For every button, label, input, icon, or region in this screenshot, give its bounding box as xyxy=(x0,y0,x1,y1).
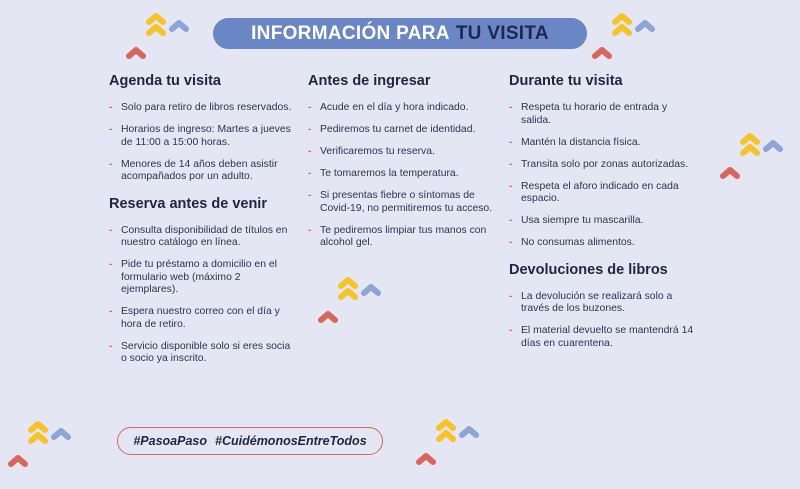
section-heading-devoluciones: Devoluciones de libros xyxy=(509,261,668,278)
list-agenda xyxy=(109,102,294,184)
list-durante xyxy=(509,102,699,250)
list-item: - Espera nuestro correo con el día y hora de retiro. xyxy=(109,306,294,331)
list-item: - Acude en el día y hora indicado. xyxy=(308,102,498,115)
list-devoluciones xyxy=(509,291,699,351)
section-heading-antes: Antes de ingresar xyxy=(308,73,431,89)
list-item: - La devolución se realizará solo a través de los buzones. xyxy=(509,291,699,316)
list-item: - Si presentas fiebre o síntomas de Covid-19, no permitiremos tu acceso. xyxy=(308,190,498,215)
section-heading-durante: Durante tu visita xyxy=(509,73,623,89)
list-item: - Servicio disponible solo si eres socia o socio ya inscrito. xyxy=(109,341,294,366)
chevron-cluster-icon xyxy=(412,418,484,468)
column-antes xyxy=(308,72,498,259)
column-durante xyxy=(509,72,699,360)
title-light: INFORMACIÓN PARA xyxy=(251,22,450,44)
column-agenda xyxy=(109,72,294,375)
list-item: - Usa siempre tu mascarilla. xyxy=(509,215,699,228)
list-item: - Horarios de ingreso: Martes a jueves de 11:00 a 15:00 horas. xyxy=(109,124,294,149)
hashtag-cuidemonos: #CuidémonosEntreTodos xyxy=(215,434,367,448)
chevron-cluster-icon xyxy=(314,276,386,326)
hashtag-pill xyxy=(117,427,383,455)
list-item: - Respeta tu horario de entrada y salida. xyxy=(509,102,699,127)
chevron-cluster-icon xyxy=(4,420,76,470)
chevron-cluster-icon xyxy=(590,12,662,62)
hashtag-paso-a-paso: #PasoaPaso xyxy=(133,434,208,448)
list-item: - Verificaremos tu reserva. xyxy=(308,146,498,159)
list-item: - Transita solo por zonas autorizadas. xyxy=(509,159,699,172)
list-item: - Solo para retiro de libros reservados. xyxy=(109,102,294,115)
list-item: - Menores de 14 años deben asistir acompañados por un adulto. xyxy=(109,159,294,184)
list-item: - Mantén la distancia física. xyxy=(509,137,699,150)
list-item: - No consumas alimentos. xyxy=(509,237,699,250)
chevron-cluster-icon xyxy=(124,12,196,62)
section-heading-agenda: Agenda tu visita xyxy=(109,73,221,89)
list-item: - Respeta el aforo indicado en cada espacio. xyxy=(509,181,699,206)
list-item: - Pediremos tu carnet de identidad. xyxy=(308,124,498,137)
list-item: - Consulta disponibilidad de títulos en nuestro catálogo en línea. xyxy=(109,225,294,250)
chevron-cluster-icon xyxy=(716,132,788,182)
page-title-banner xyxy=(213,18,587,49)
title-strong: TU VISITA xyxy=(455,22,549,44)
list-item: - Pide tu préstamo a domicilio en el formulario web (máximo 2 ejemplares). xyxy=(109,259,294,297)
section-heading-reserva: Reserva antes de venir xyxy=(109,195,267,212)
list-item: - Te tomaremos la temperatura. xyxy=(308,168,498,181)
list-antes xyxy=(308,102,498,250)
list-reserva xyxy=(109,225,294,366)
list-item: - Te pediremos limpiar tus manos con alcohol gel. xyxy=(308,225,498,250)
list-item: - El material devuelto se mantendrá 14 días en cuarentena. xyxy=(509,325,699,350)
